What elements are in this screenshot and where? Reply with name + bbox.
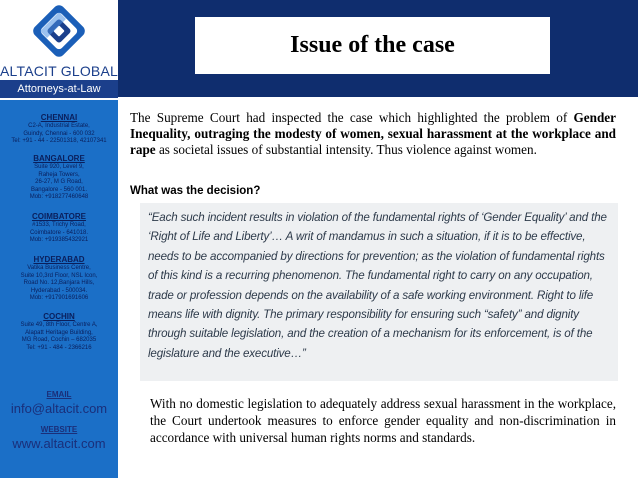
office-city: HYDERABAD [33, 255, 85, 264]
office-chennai [0, 113, 118, 146]
office-cochin [0, 312, 118, 352]
sidebar [0, 0, 118, 478]
office-city: COIMBATORE [32, 212, 86, 221]
logo-block [0, 0, 118, 100]
intro-paragraph [130, 110, 616, 158]
office-phone: Mob: +918277460648 [29, 194, 89, 201]
office-address-line: MG Road, Cochin – 682035 [21, 337, 97, 344]
office-address-line: Suite 920, Level 9, [34, 164, 84, 170]
office-list [0, 100, 118, 478]
court-quote: “Each such incident results in violation of the fundamental rights of ‘Gender Equality’ and the ‘Right of Life and Liberty’… A writ of mandamus in such a situation, if it is to be effective, needs to be accompanied by directions for prevention; as the violation of fundamental rights of this kind is a recurring phenomenon. The fundamental right to carry on any occupation, trade or profession depends on the availability of a safe working environment. Right to life means life with dignity. The primary responsibility for ensuring such “safety” and dignity through suitable legislation, and the creation of a mechanism for its enforcement, is of the legislature and the executive…” [148, 211, 607, 360]
office-bangalore [0, 154, 118, 202]
page-title: Issue of the case [290, 32, 455, 58]
office-address-line: Hyderabad - 500034. [30, 287, 88, 294]
office-address-line: 26-27, M G Road, [35, 179, 83, 186]
office-address-line: Suite 10,3rd Floor, NSL Icon, [20, 272, 98, 279]
conclusion-paragraph: With no domestic legislation to adequately address sexual harassment in the workplace, the Court undertook measures to enforce gender equality and non-discrimination in accordance with universal human rights norms and standards. [150, 396, 616, 445]
office-address-line: Alapatt Heritage Building, [25, 329, 93, 336]
office-address-line: C2-A, Industrial Estate, [28, 123, 90, 129]
brand-name: ALTACIT GLOBAL [0, 63, 118, 79]
decision-heading: What was the decision? [130, 185, 261, 197]
intro-text: The Supreme Court had inspected the case which highlighted the problem of [130, 110, 574, 125]
office-address-line: #1533, Trichy Road, [32, 222, 86, 228]
website-label: WEBSITE [40, 425, 78, 434]
intro-highlight: Gender Inequality, outraging the modesty of women, sexual harassment at the workplace and rape [130, 110, 616, 157]
office-hyderabad [0, 255, 118, 303]
office-phone: Mob: +917901691606 [29, 295, 89, 302]
office-address-line: Coimbatore - 641018. [29, 229, 89, 236]
office-address-line: Vatika Business Centre, [27, 265, 91, 271]
brand-tagline: Attorneys-at-Law [0, 80, 118, 98]
email-link[interactable]: info@altacit.com [10, 401, 108, 416]
office-address-line: Guindy, Chennai - 600 032 [23, 130, 95, 137]
office-address-line: Suite 49, 8th Floor, Centre A, [20, 322, 98, 328]
altacit-logo-icon [30, 2, 88, 62]
email-label: EMAIL [46, 390, 72, 399]
office-coimbatore [0, 212, 118, 245]
office-city: COCHIN [43, 312, 75, 321]
office-phone: Mob: +919385432921 [29, 237, 89, 244]
intro-text-end: as societal issues of substantial intensity. Thus violence against women. [155, 142, 537, 157]
office-address-line: Bangalore - 560 001. [30, 186, 88, 193]
office-address-line: Raheja Towers, [38, 171, 80, 178]
website-block [0, 425, 118, 451]
email-block [0, 390, 118, 416]
office-address-line: Road No. 12,Banjara Hills, [23, 280, 95, 287]
office-phone: Tel: +91 - 44 - 22501318, 42107341 [11, 138, 107, 145]
website-link[interactable]: www.altacit.com [12, 436, 106, 451]
office-phone: Tel: +91 - 484 - 2366216 [26, 344, 92, 351]
office-city: BANGALORE [33, 154, 85, 163]
office-city: CHENNAI [40, 113, 78, 122]
